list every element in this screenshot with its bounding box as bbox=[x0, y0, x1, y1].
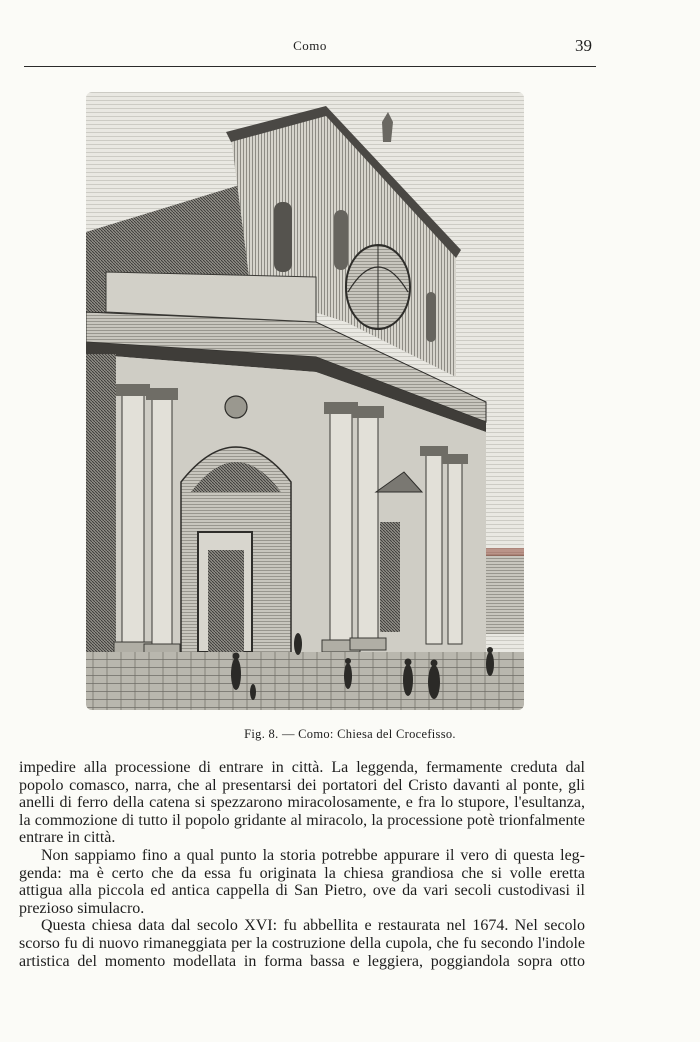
text-line: la commozione di tutto il popolo gridante al miracolo, la processione potè trionfalmente bbox=[19, 811, 585, 829]
text-line: entrare in città. bbox=[19, 829, 116, 847]
text-line: popolo comasco, narra, che al presentarsi dei portatori del Cristo davanti al ponte, gli bbox=[19, 776, 585, 794]
text-line: impedire alla processione di entrare in città. La leggenda, fermamente creduta dal bbox=[19, 759, 585, 776]
text-line: Non sappiamo fino a qual punto la storia potrebbe appurare il vero di questa leg- bbox=[41, 846, 585, 864]
text-line: genda: ma è certo che da essa fu originata la chiesa grandiosa che si volle eretta bbox=[19, 864, 585, 882]
running-header bbox=[24, 34, 596, 67]
church-engraving-figure bbox=[86, 92, 524, 710]
text-line: anelli di ferro della catena si spezzarono miracolosamente, e fra lo stupore, l'esultanza, bbox=[19, 794, 585, 812]
text-line: artistica del momento modellata in forma bassa e leggiera, poggiandola sopra otto bbox=[19, 952, 585, 970]
running-title: Como bbox=[293, 38, 327, 53]
text-line: prezioso simulacro. bbox=[19, 899, 145, 917]
church-facade-illustration bbox=[86, 92, 524, 710]
text-line: scorso fu di nuovo rimaneggiata per la costruzione della cupola, che fu secondo l'indole bbox=[19, 934, 585, 952]
page-number: 39 bbox=[575, 36, 592, 55]
figure-caption: Fig. 8. — Como: Chiesa del Crocefisso. bbox=[244, 727, 456, 741]
body-text bbox=[19, 759, 585, 970]
paragraph-1 bbox=[19, 759, 585, 847]
paragraph-3 bbox=[19, 917, 585, 970]
paragraph-2 bbox=[19, 847, 585, 917]
text-line: Questa chiesa data dal secolo XVI: fu abbellita e restaurata nel 1674. Nel secolo bbox=[41, 917, 585, 935]
text-line: attigua alla piccola ed antica cappella di San Pietro, ove da vari secoli custodivasi il bbox=[19, 882, 585, 900]
